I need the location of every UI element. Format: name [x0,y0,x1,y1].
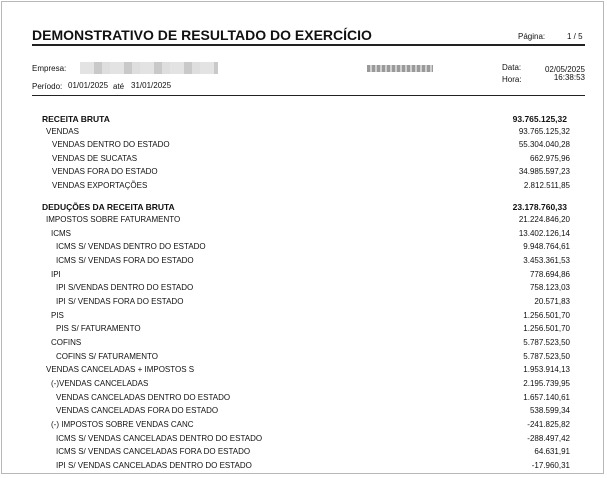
row-label: COFINS [51,338,82,347]
row-value: 9.948.764,61 [523,242,570,251]
row-label: ICMS [51,229,71,238]
period-label: Período: [32,82,63,91]
table-row [2,377,604,390]
row-value: 1.657.140,61 [523,393,570,402]
row-value: 20.571,83 [534,297,570,306]
report-title: DEMONSTRATIVO DE RESULTADO DO EXERCÍCIO [32,27,372,43]
row-value: 64.631,91 [534,447,570,456]
row-value: 1.256.501,70 [523,324,570,333]
time-value: 16:38:53 [553,73,585,82]
row-label: ICMS S/ VENDAS CANCELADAS DENTRO DO ESTADO [56,434,263,443]
row-label: VENDAS CANCELADAS + IMPOSTOS S [46,365,195,374]
table-row [2,350,604,363]
row-label: VENDAS DENTRO DO ESTADO [52,140,170,149]
row-label: (-)VENDAS CANCELADAS [51,379,149,388]
row-value: 13.402.126,14 [518,229,570,238]
page-number: 1 / 5 [567,32,583,41]
row-value: 758.123,03 [529,283,570,292]
table-row [2,213,604,226]
date-label: Data: [502,63,522,72]
company-id-redacted [367,65,433,72]
page-label: Página: [518,32,546,41]
row-value: 93.765.125,32 [512,114,567,124]
row-label: ICMS S/ VENDAS DENTRO DO ESTADO [56,242,206,251]
table-row [2,165,604,178]
table-row [2,179,604,192]
table-row [2,459,604,472]
row-label: VENDAS DE SUCATAS [52,154,138,163]
period-end: 31/01/2025 [131,81,172,90]
row-label: VENDAS CANCELADAS FORA DO ESTADO [56,406,219,415]
row-label: VENDAS CANCELADAS DENTRO DO ESTADO [56,393,231,402]
table-row [2,418,604,431]
table-row [2,152,604,165]
row-value: 2.812.511,85 [523,181,570,190]
table-row [2,227,604,240]
table-row [2,363,604,376]
row-value: 93.765.125,32 [518,127,570,136]
row-label: (-) IMPOSTOS SOBRE VENDAS CANC [51,420,194,429]
row-value: 5.787.523,50 [523,352,570,361]
report-page [1,1,604,474]
table-row [2,336,604,349]
table-row [2,432,604,445]
row-value: -288.497,42 [527,434,570,443]
row-label: IMPOSTOS SOBRE FATURAMENTO [46,215,181,224]
table-row [2,125,604,138]
time-label: Hora: [502,75,522,84]
row-value: 538.599,34 [529,406,570,415]
period-separator: até [113,82,125,91]
table-row [2,445,604,458]
row-label: IPI S/ VENDAS FORA DO ESTADO [56,297,184,306]
row-value: -241.825,82 [527,420,570,429]
table-row [2,268,604,281]
table-row [2,295,604,308]
row-label: IPI S/ VENDAS CANCELADAS DENTRO DO ESTADO [56,461,252,470]
table-row [2,138,604,151]
header-divider [32,44,585,46]
row-label: RECEITA BRUTA [42,114,110,124]
row-label: VENDAS FORA DO ESTADO [52,167,158,176]
row-value: 1.256.501,70 [523,311,570,320]
row-value: 23.178.760,33 [512,202,567,212]
row-value: 34.985.597,23 [518,167,570,176]
row-label: PIS S/ FATURAMENTO [56,324,141,333]
row-value: 778.694,86 [529,270,570,279]
row-label: VENDAS [46,127,79,136]
row-label: PIS [51,311,64,320]
row-value: 662.975,96 [529,154,570,163]
row-value: 1.953.914,13 [523,365,570,374]
table-row [2,322,604,335]
table-row [2,404,604,417]
row-label: COFINS S/ FATURAMENTO [56,352,158,361]
row-value: 2.195.739,95 [523,379,570,388]
row-value: 3.453.361,53 [523,256,570,265]
row-value: -17.960,31 [531,461,570,470]
table-row [2,391,604,404]
row-label: ICMS S/ VENDAS CANCELADAS FORA DO ESTADO [56,447,251,456]
row-value: 55.304.040,28 [518,140,570,149]
header-bottom-divider [32,95,585,96]
table-row [2,240,604,253]
table-row [2,309,604,322]
row-value: 5.787.523,50 [523,338,570,347]
date-value: 02/05/2025 [544,65,585,74]
row-label: IPI [51,270,61,279]
row-label: DEDUÇÕES DA RECEITA BRUTA [42,202,175,212]
row-value: 21.224.846,20 [518,215,570,224]
row-label: VENDAS EXPORTAÇÕES [52,181,148,190]
row-label: IPI S/VENDAS DENTRO DO ESTADO [56,283,194,292]
table-row [2,254,604,267]
period-start: 01/01/2025 [68,81,109,90]
table-row [2,281,604,294]
company-name-redacted [80,62,218,74]
company-label: Empresa: [32,64,67,73]
row-label: ICMS S/ VENDAS FORA DO ESTADO [56,256,194,265]
